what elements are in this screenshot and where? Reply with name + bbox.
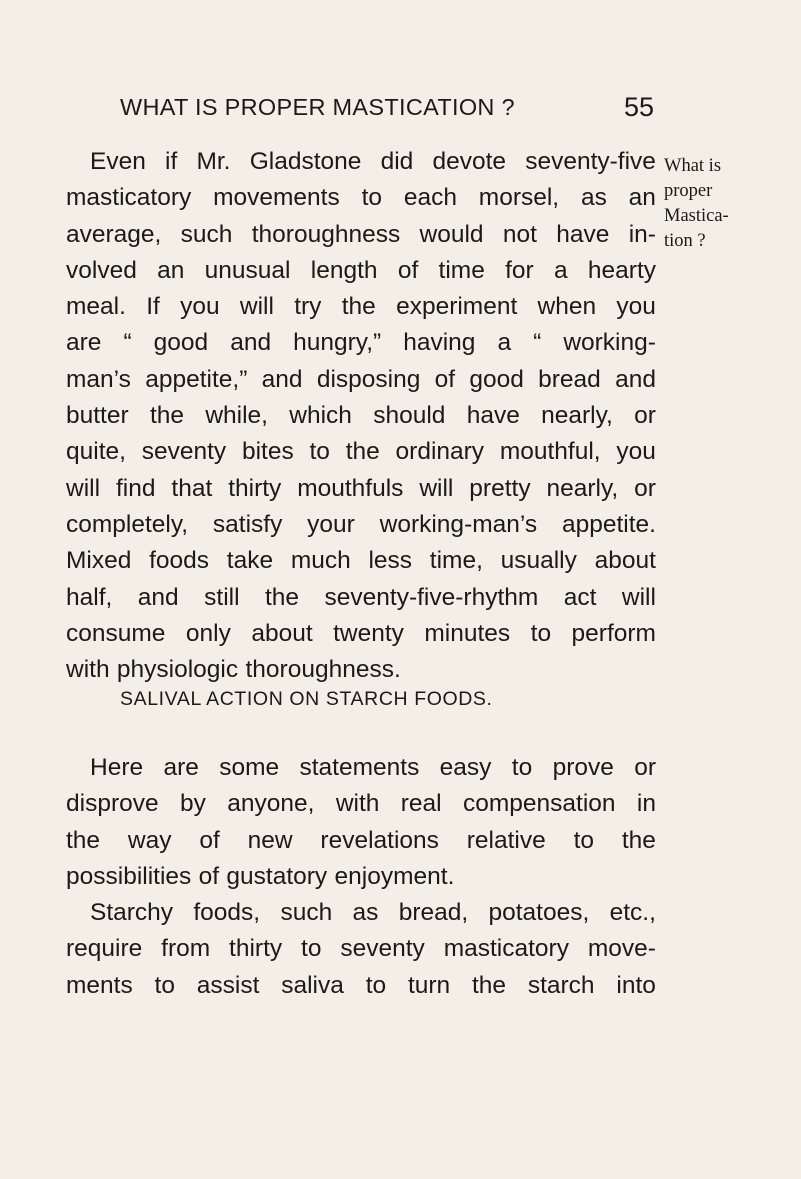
word: enjoyment. bbox=[334, 862, 455, 890]
word: require bbox=[66, 935, 143, 963]
word: morsel, bbox=[478, 184, 560, 212]
word: masticatory bbox=[443, 935, 569, 963]
word: seventy bbox=[141, 438, 227, 466]
running-head bbox=[120, 92, 660, 128]
word: anyone, bbox=[227, 790, 315, 818]
word: into bbox=[616, 971, 656, 999]
word: seventy-five bbox=[525, 148, 656, 175]
word: volved bbox=[66, 256, 137, 284]
margin-note-line: What is bbox=[664, 156, 722, 176]
word: thoroughness bbox=[251, 220, 401, 248]
margin-note-line: Mastica- bbox=[664, 206, 729, 226]
word: the bbox=[66, 826, 101, 854]
word: nearly, bbox=[541, 402, 613, 430]
word: real bbox=[400, 790, 442, 818]
paragraph bbox=[66, 750, 656, 895]
section-heading: SALIVAL ACTION ON STARCH FOODS. bbox=[120, 688, 493, 710]
word: easy bbox=[439, 754, 492, 781]
word: saliva bbox=[281, 971, 344, 999]
word: thirty bbox=[229, 935, 283, 963]
text-line bbox=[66, 507, 656, 543]
word: the bbox=[345, 438, 380, 466]
word: such bbox=[180, 220, 233, 248]
word: completely, bbox=[66, 510, 189, 538]
word: mouthful, bbox=[499, 438, 601, 466]
word: foods bbox=[149, 547, 210, 575]
word: physiologic bbox=[116, 656, 239, 684]
word: hearty bbox=[587, 256, 656, 284]
word: disprove bbox=[66, 790, 159, 818]
word: you bbox=[616, 293, 656, 321]
margin-note-line: proper bbox=[664, 181, 713, 201]
word: as bbox=[580, 184, 607, 212]
word: move- bbox=[587, 935, 656, 963]
text-line bbox=[66, 253, 656, 289]
text-line bbox=[66, 289, 656, 325]
word: to bbox=[301, 935, 322, 963]
word: thoroughness. bbox=[245, 656, 401, 684]
word: butter bbox=[66, 402, 129, 430]
word: the bbox=[149, 402, 185, 430]
word: and bbox=[137, 583, 179, 611]
word: bites bbox=[241, 438, 294, 466]
word: etc., bbox=[609, 899, 656, 926]
word: foods, bbox=[193, 899, 261, 926]
word: revelations bbox=[320, 826, 439, 854]
word: will bbox=[621, 583, 656, 611]
text-line bbox=[66, 398, 656, 434]
paragraph bbox=[66, 895, 656, 1004]
text-line bbox=[66, 750, 656, 786]
word: you bbox=[180, 293, 220, 321]
word: consume bbox=[66, 619, 166, 647]
word: seventy-five-rhythm bbox=[324, 583, 539, 611]
word: seventy bbox=[340, 935, 425, 963]
word: to bbox=[309, 438, 330, 466]
word: with bbox=[335, 790, 380, 818]
word: relative bbox=[466, 826, 546, 854]
text-line bbox=[66, 325, 656, 361]
word: an bbox=[157, 256, 185, 284]
text-line bbox=[66, 786, 656, 822]
text-line bbox=[66, 362, 656, 398]
word: experiment bbox=[396, 293, 518, 321]
word: some bbox=[219, 754, 280, 781]
word: appetite,” bbox=[145, 365, 248, 393]
word: bread, bbox=[398, 899, 469, 926]
word: when bbox=[537, 293, 597, 321]
word: find bbox=[115, 474, 156, 502]
word: disposing bbox=[316, 365, 421, 393]
text-line bbox=[66, 931, 656, 967]
word: of bbox=[397, 256, 419, 284]
word: ordinary bbox=[395, 438, 485, 466]
word: an bbox=[628, 184, 656, 212]
word: time bbox=[438, 256, 485, 284]
text-line bbox=[66, 543, 656, 579]
text-line bbox=[66, 859, 656, 895]
word: to bbox=[361, 184, 382, 212]
word: working-man’s bbox=[379, 510, 538, 538]
word: did bbox=[380, 148, 414, 175]
running-title: WHAT IS PROPER MASTICATION ? bbox=[120, 94, 515, 120]
word: prove bbox=[552, 754, 614, 781]
word: bread bbox=[538, 365, 601, 393]
word: Starchy bbox=[90, 899, 174, 926]
word: potatoes, bbox=[488, 899, 590, 926]
word: If bbox=[146, 293, 160, 321]
word: to bbox=[573, 826, 594, 854]
word: good bbox=[153, 329, 209, 357]
word: unusual bbox=[204, 256, 291, 284]
word: not bbox=[502, 220, 537, 248]
word: “ bbox=[533, 329, 542, 357]
word: about bbox=[594, 547, 656, 575]
word: such bbox=[280, 899, 333, 926]
word: turn bbox=[407, 971, 451, 999]
text-line bbox=[66, 895, 656, 931]
word: twenty bbox=[333, 619, 404, 647]
text-line bbox=[66, 968, 656, 1004]
page-number: 55 bbox=[623, 92, 654, 122]
word: hungry,” bbox=[293, 329, 382, 357]
word: or bbox=[634, 754, 656, 781]
word: act bbox=[563, 583, 597, 611]
word: to bbox=[365, 971, 387, 999]
word: time, bbox=[429, 547, 483, 575]
word: length bbox=[310, 256, 378, 284]
word: to bbox=[530, 619, 552, 647]
word: in- bbox=[628, 220, 656, 248]
word: and bbox=[615, 365, 656, 393]
word: are bbox=[163, 754, 199, 781]
word: your bbox=[307, 510, 355, 538]
word: still bbox=[204, 583, 240, 611]
word: minutes bbox=[424, 619, 511, 647]
word: starch bbox=[527, 971, 595, 999]
text-line bbox=[66, 471, 656, 507]
word: man’s bbox=[66, 365, 131, 393]
word: usually bbox=[500, 547, 577, 575]
word: perform bbox=[571, 619, 656, 647]
text-line bbox=[66, 823, 656, 859]
margin-note bbox=[664, 154, 799, 254]
word: the bbox=[621, 826, 656, 854]
margin-note-line: tion ? bbox=[664, 231, 706, 251]
word: as bbox=[352, 899, 379, 926]
word: half, bbox=[66, 583, 113, 611]
text-line bbox=[66, 580, 656, 616]
word: satisfy bbox=[212, 510, 283, 538]
word: working- bbox=[563, 329, 656, 357]
word: you bbox=[616, 438, 656, 466]
text-line bbox=[66, 616, 656, 652]
word: new bbox=[247, 826, 293, 854]
word: try bbox=[294, 293, 322, 321]
word: Here bbox=[90, 754, 144, 781]
word: Mr. bbox=[196, 148, 231, 175]
word: meal. bbox=[66, 293, 126, 321]
word: devote bbox=[432, 148, 507, 175]
word: statements bbox=[299, 754, 420, 781]
word: Gladstone bbox=[249, 148, 362, 175]
word: quite, bbox=[66, 438, 126, 466]
word: ments bbox=[66, 971, 133, 999]
word: assist bbox=[196, 971, 260, 999]
word: the bbox=[341, 293, 376, 321]
word: of bbox=[198, 862, 220, 890]
word: should bbox=[373, 402, 446, 430]
word: and bbox=[230, 329, 272, 357]
word: gustatory bbox=[226, 862, 328, 890]
word: have bbox=[466, 402, 520, 430]
word: thirty bbox=[228, 474, 282, 502]
text-line bbox=[66, 217, 656, 253]
word: nearly, bbox=[546, 474, 619, 502]
word: with bbox=[66, 656, 110, 684]
text-line bbox=[66, 180, 656, 216]
word: would bbox=[419, 220, 484, 248]
word: which bbox=[289, 402, 352, 430]
word: Even bbox=[90, 148, 146, 175]
word: will bbox=[239, 293, 274, 321]
word: a bbox=[553, 256, 568, 284]
text-line bbox=[66, 144, 656, 180]
word: possibilities bbox=[66, 862, 192, 890]
word: if bbox=[165, 148, 178, 175]
word: much bbox=[290, 547, 351, 575]
word: mouthfuls bbox=[297, 474, 404, 502]
word: take bbox=[226, 547, 274, 575]
word: of bbox=[199, 826, 220, 854]
text-line bbox=[66, 652, 656, 688]
word: in bbox=[636, 790, 656, 818]
word: movements bbox=[213, 184, 340, 212]
paragraph bbox=[66, 144, 656, 688]
text-line bbox=[66, 434, 656, 470]
word: will bbox=[66, 474, 101, 502]
word: average, bbox=[66, 220, 162, 248]
word: a bbox=[497, 329, 512, 357]
word: “ bbox=[123, 329, 132, 357]
word: each bbox=[403, 184, 457, 212]
word: about bbox=[251, 619, 313, 647]
word: for bbox=[505, 256, 534, 284]
word: good bbox=[469, 365, 524, 393]
word: and bbox=[261, 365, 303, 393]
word: masticatory bbox=[66, 184, 192, 212]
word: compensation bbox=[463, 790, 616, 818]
word: to bbox=[511, 754, 533, 781]
word: that bbox=[171, 474, 213, 502]
word: less bbox=[368, 547, 413, 575]
word: will bbox=[419, 474, 454, 502]
word: by bbox=[179, 790, 206, 818]
word: to bbox=[154, 971, 175, 999]
word: while, bbox=[205, 402, 268, 430]
word: pretty bbox=[469, 474, 531, 502]
word: only bbox=[185, 619, 231, 647]
word: have bbox=[556, 220, 610, 248]
word: of bbox=[434, 365, 456, 393]
word: Mixed bbox=[66, 547, 132, 575]
word: are bbox=[66, 329, 102, 357]
word: the bbox=[265, 583, 300, 611]
word: way bbox=[127, 826, 172, 854]
word: from bbox=[161, 935, 211, 963]
word: having bbox=[403, 329, 476, 357]
word: the bbox=[471, 971, 507, 999]
word: or bbox=[634, 402, 656, 430]
word: appetite. bbox=[561, 510, 656, 538]
word: or bbox=[634, 474, 656, 502]
